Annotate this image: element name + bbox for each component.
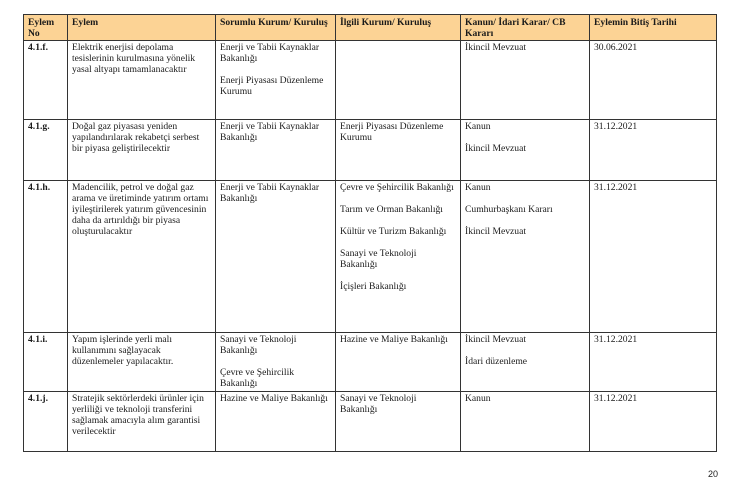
header-end-date: Eylemin Bitiş Tarihi <box>590 15 717 41</box>
row-legal <box>461 392 590 452</box>
legal-entry: İkincil Mevzuat <box>465 226 527 237</box>
responsible-entry: Çevre ve Şehircilik Bakanlığı <box>220 367 295 389</box>
legal-entry: Kanun <box>465 393 491 404</box>
header-code: Eylem No <box>24 15 68 41</box>
row-end-date: 30.06.2021 <box>590 41 717 120</box>
row-action: Doğal gaz piyasası yeniden yapılandırılarak rekabetçi serbest bir piyasa geliştirilecektir <box>68 120 216 181</box>
related-entry: Sanayi ve Teknoloji Bakanlığı <box>340 393 417 415</box>
row-legal <box>461 181 590 333</box>
related-entry: Hazine ve Maliye Bakanlığı <box>340 334 448 345</box>
table-row <box>24 333 717 392</box>
row-action: Madencilik, petrol ve doğal gaz arama ve üretiminde yatırım ortamı iyileştirilerek yatırım güvencesinin daha da artırıldığı bir piyasa oluşturulacaktır <box>68 181 216 333</box>
related-entry: Tarım ve Orman Bakanlığı <box>340 204 443 215</box>
row-related <box>336 41 461 120</box>
row-code: 4.1.h. <box>24 181 68 333</box>
row-responsible <box>216 120 336 181</box>
row-responsible <box>216 41 336 120</box>
header-related: İlgili Kurum/ Kuruluş <box>336 15 461 41</box>
related-entry: Enerji Piyasası Düzenleme Kurumu <box>340 121 444 143</box>
legal-entry: İkincil Mevzuat <box>465 42 527 53</box>
action-plan-table <box>23 14 717 452</box>
row-end-date: 31.12.2021 <box>590 333 717 392</box>
legal-entry: Kanun <box>465 182 491 193</box>
row-related <box>336 333 461 392</box>
related-entry: Çevre ve Şehircilik Bakanlığı <box>340 182 454 193</box>
row-end-date: 31.12.2021 <box>590 120 717 181</box>
row-related <box>336 181 461 333</box>
row-responsible <box>216 392 336 452</box>
row-legal <box>461 333 590 392</box>
header-responsible: Sorumlu Kurum/ Kuruluş <box>216 15 336 41</box>
responsible-entry: Enerji ve Tabii Kaynaklar Bakanlığı <box>220 121 320 143</box>
legal-entry: İkincil Mevzuat <box>465 334 527 345</box>
table-row <box>24 41 717 120</box>
related-entry: Sanayi ve Teknoloji Bakanlığı <box>340 248 417 270</box>
row-code: 4.1.j. <box>24 392 68 452</box>
responsible-entry: Sanayi ve Teknoloji Bakanlığı <box>220 334 297 356</box>
table-row <box>24 392 717 452</box>
related-entry: Kültür ve Turizm Bakanlığı <box>340 226 447 237</box>
row-action: Yapım işlerinde yerli malı kullanımını sağlayacak düzenlemeler yapılacaktır. <box>68 333 216 392</box>
row-end-date: 31.12.2021 <box>590 392 717 452</box>
table-header <box>24 15 717 41</box>
related-entry: İçişleri Bakanlığı <box>340 281 407 292</box>
row-legal <box>461 120 590 181</box>
table-row <box>24 181 717 333</box>
legal-entry: İkincil Mevzuat <box>465 143 527 154</box>
row-code: 4.1.g. <box>24 120 68 181</box>
row-code: 4.1.f. <box>24 41 68 120</box>
legal-entry: İdari düzenleme <box>465 356 528 367</box>
row-action: Elektrik enerjisi depolama tesislerinin kurulmasına yönelik yasal altyapı tamamlanacaktır <box>68 41 216 120</box>
row-responsible <box>216 181 336 333</box>
page-number: 20 <box>707 469 718 479</box>
table-row <box>24 120 717 181</box>
row-action: Stratejik sektörlerdeki ürünler için yerliliği ve teknoloji transferini sağlamak amacıyla alım garantisi verilecektir <box>68 392 216 452</box>
row-end-date: 31.12.2021 <box>590 181 717 333</box>
row-responsible <box>216 333 336 392</box>
responsible-entry: Hazine ve Maliye Bakanlığı <box>220 393 328 404</box>
responsible-entry: Enerji ve Tabii Kaynaklar Bakanlığı <box>220 42 320 64</box>
header-legal: Kanun/ İdari Karar/ CB Kararı <box>461 15 590 41</box>
header-action: Eylem <box>68 15 216 41</box>
legal-entry: Kanun <box>465 121 491 132</box>
row-code: 4.1.i. <box>24 333 68 392</box>
responsible-entry: Enerji ve Tabii Kaynaklar Bakanlığı <box>220 182 320 204</box>
legal-entry: Cumhurbaşkanı Kararı <box>465 204 553 215</box>
row-legal <box>461 41 590 120</box>
row-related <box>336 392 461 452</box>
row-related <box>336 120 461 181</box>
responsible-entry: Enerji Piyasası Düzenleme Kurumu <box>220 75 324 97</box>
